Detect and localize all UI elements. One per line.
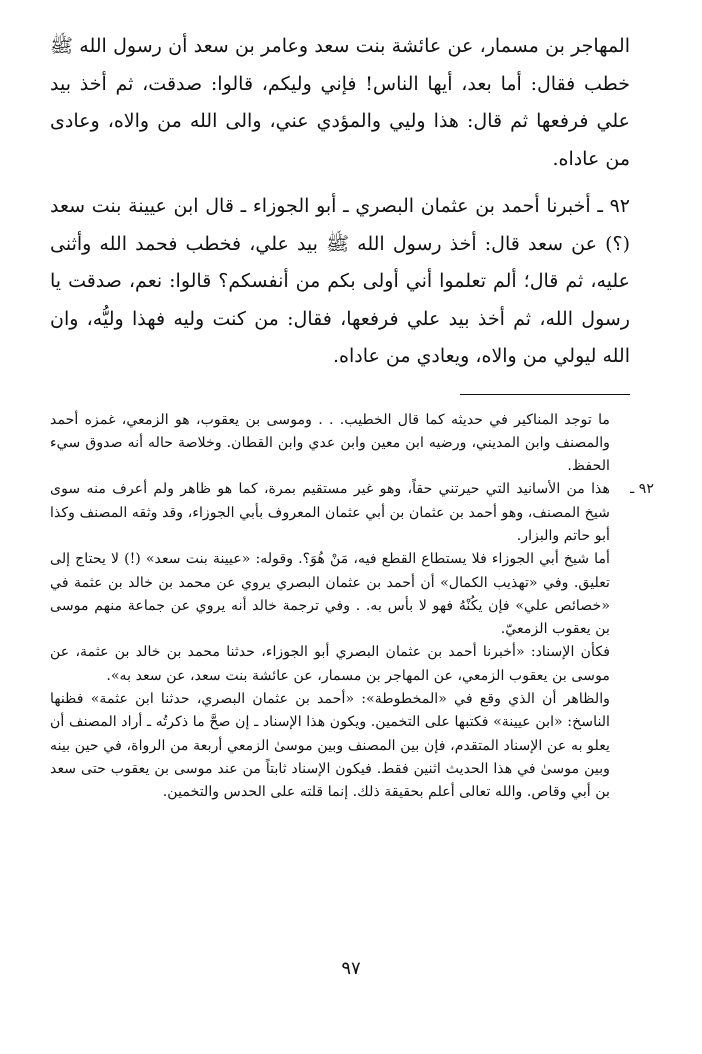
footnote-continuation: ما توجد المناكير في حديثه كما قال الخطيب. . . وموسى بن يعقوب، هو الزمعي، غمزه أحمد والمصنف وابن المديني، ورضيه ابن معين وابن عدي وابن القطان. وخلاصة حاله أنه صدوق سيء الحفظ.	[50, 411, 610, 475]
footnote-divider	[460, 394, 630, 395]
main-text	[50, 28, 630, 376]
footnotes	[50, 409, 654, 805]
hadith-92-paragraph: ٩٢ ـ أخبرنا أحمد بن عثمان البصري ـ أبو الجوزاء ـ قال ابن عيينة بنت سعد (؟) عن سعد قال: أخذ رسول الله ﷺ بيد علي، فخطب فحمد الله وأثنى عليه، ثم قال؛ ألم تعلموا أني أولى بكم من أنفسكم؟ قالوا: نعم، صدقت يا رسول الله، ثم أخذ بيد علي فرفعها، فقال: من كنت وليه فهذا وليُّه، وان الله ليولي من والاه، ويعادي من عاداه.	[50, 195, 630, 367]
page-body	[50, 28, 654, 805]
footnote-number: ٩٢ ـ	[630, 481, 654, 498]
footnote-divider-wrap	[50, 394, 630, 395]
footnote-92	[50, 478, 654, 804]
main-paragraph-1: المهاجر بن مسمار، عن عائشة بنت سعد وعامر بن سعد أن رسول الله ﷺ خطب فقال: أما بعد، أيها الناس! فإني وليكم، قالوا: صدقت، ثم أخذ بيد علي فرفعها ثم قال: هذا وليي والمؤدي عني، والى الله من والاه، وعادى من عاداه.	[50, 35, 630, 170]
footnote-paragraph-2: أما شيخ أبي الجوزاء فلا يستطاع القطع فيه، مَنْ هُوَ؟. وقوله: «عيينة بنت سعد» (!) لا يحتاج إلى تعليق. وفي «تهذيب الكمال» أن أحمد بن عثمان البصري يروي عن محمد بن خالد بن عثمة في «خصائص علي» فإن يكُنْهُ فهو لا بأس به. . وفي ترجمة خالد أنه يروي عن جماعة منهم موسى بن يعقوب الزمعيّ.	[50, 551, 610, 638]
footnote-paragraph-1: هذا من الأسانيد التي حيرتني حقاً، وهو غير مستقيم بمرة، كما هو ظاهر ولم أعرف منه سوى شيخ المصنف، وهو أحمد بن عثمان بن أبي عثمان المعروف بأبي الجوزاء، وقد وثقه المصنف وكذا أبو حاتم والبزار.	[50, 481, 610, 544]
footnote-paragraph-4: والظاهر أن الذي وقع في «المخطوطة»: «أحمد بن عثمان البصري، حدثنا ابن عثمة» فظنها الناسخ: «ابن عيينة» فكتبها على التخمين. ويكون هذا الإسناد ـ إن صحَّ ما ذكرتُه ـ أراد المصنف أن يعلو به عن الإسناد المتقدم، فإن بين المصنف وبين موسىٰ الزمعي أربعة من الرواة، في حين بينه وبين موسىٰ في هذا الحديث اثنين فقط. فيكون الإسناد ثابتاً من عند موسى بن يعقوب حتى سعد بن أبي وقاص. والله تعالى أعلم بحقيقة ذلك. إنما قلته على الحدس والتخمين.	[50, 691, 610, 801]
page-number: ٩٧	[341, 958, 361, 979]
footnote-paragraph-3: فكأن الإسناد: «أخبرنا أحمد بن عثمان البصري أبو الجوزاء، حدثنا محمد بن خالد بن عثمة، عن موسى بن يعقوب الزمعي، عن المهاجر بن مسمار، عن عائشة بنت سعد، عن سعد به».	[50, 644, 610, 684]
